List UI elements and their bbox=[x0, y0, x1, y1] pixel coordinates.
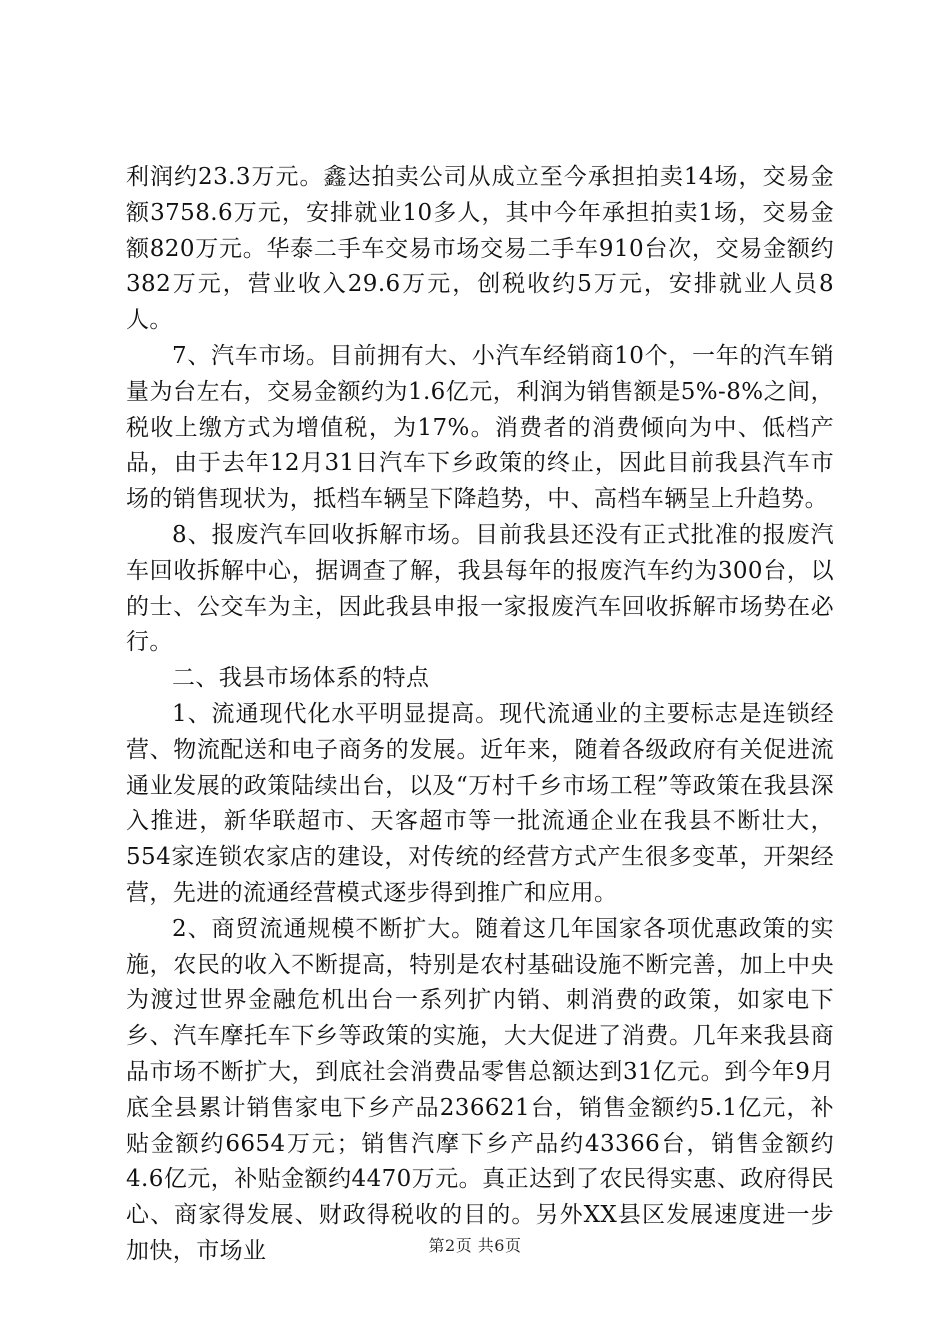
paragraph-continued-profit: 利润约23.3万元。鑫达拍卖公司从成立至今承担拍卖14场，交易金额3758.6万元，安排就业10多人，其中今年承担拍卖1场，交易金额820万元。华泰二手车交易市场交易二手车910台次，交易金额约382万元，营业收入29.6万元，创税收约5万元，安排就业人员8人。 bbox=[126, 164, 834, 334]
document-body bbox=[126, 160, 834, 1270]
page-number-footer: 第2页 共6页 bbox=[428, 1236, 522, 1255]
paragraph-circulation-modernization: 1、流通现代化水平明显提高。现代流通业的主要标志是连锁经营、物流配送和电子商务的发展。近年来，随着各级政府有关促进流通业发展的政策陆续出台，以及“万村千乡市场工程”等政策在我县深入推进，新华联超市、天客超市等一批流通企业在我县不断壮大，554家连锁农家店的建设，对传统的经营方式产生很多变革，开架经营，先进的流通经营模式逐步得到推广和应用。 bbox=[126, 700, 834, 906]
paragraph-auto-market: 7、汽车市场。目前拥有大、小汽车经销商10个，一年的汽车销量为台左右，交易金额约为1.6亿元，利润为销售额是5%-8%之间，税收上缴方式为增值税，为17%。消费者的消费倾向为中、低档产品，由于去年12月31日汽车下乡政策的终止，因此目前我县汽车市场的销售现状为，抵档车辆呈下降趋势，中、高档车辆呈上升趋势。 bbox=[126, 342, 834, 513]
paragraph-scrap-auto-market: 8、报废汽车回收拆解市场。目前我县还没有正式批准的报废汽车回收拆解中心，据调查了解，我县每年的报废汽车约为300台，以的士、公交车为主，因此我县申报一家报废汽车回收拆解市场势在必行。 bbox=[126, 521, 834, 656]
section-heading-market-features: 二、我县市场体系的特点 bbox=[172, 665, 430, 692]
paragraph-trade-scale: 2、商贸流通规模不断扩大。随着这几年国家各项优惠政策的实施，农民的收入不断提高，特别是农村基础设施不断完善，加上中央为渡过世界金融危机出台一系列扩内销、刺消费的政策，如家电下乡、汽车摩托车下乡等政策的实施，大大促进了消费。几年来我县商品市场不断扩大，到底社会消费品零售总额达到31亿元。到今年9月底全县累计销售家电下乡产品236621台，销售金额约5.1亿元，补贴金额约6654万元；销售汽摩下乡产品约43366台，销售金额约4.6亿元，补贴金额约4470万元。真正达到了农民得实惠、政府得民心、商家得发展、财政得税收的目的。另外XX县区发展速度进一步加快，市场业 bbox=[126, 915, 834, 1264]
